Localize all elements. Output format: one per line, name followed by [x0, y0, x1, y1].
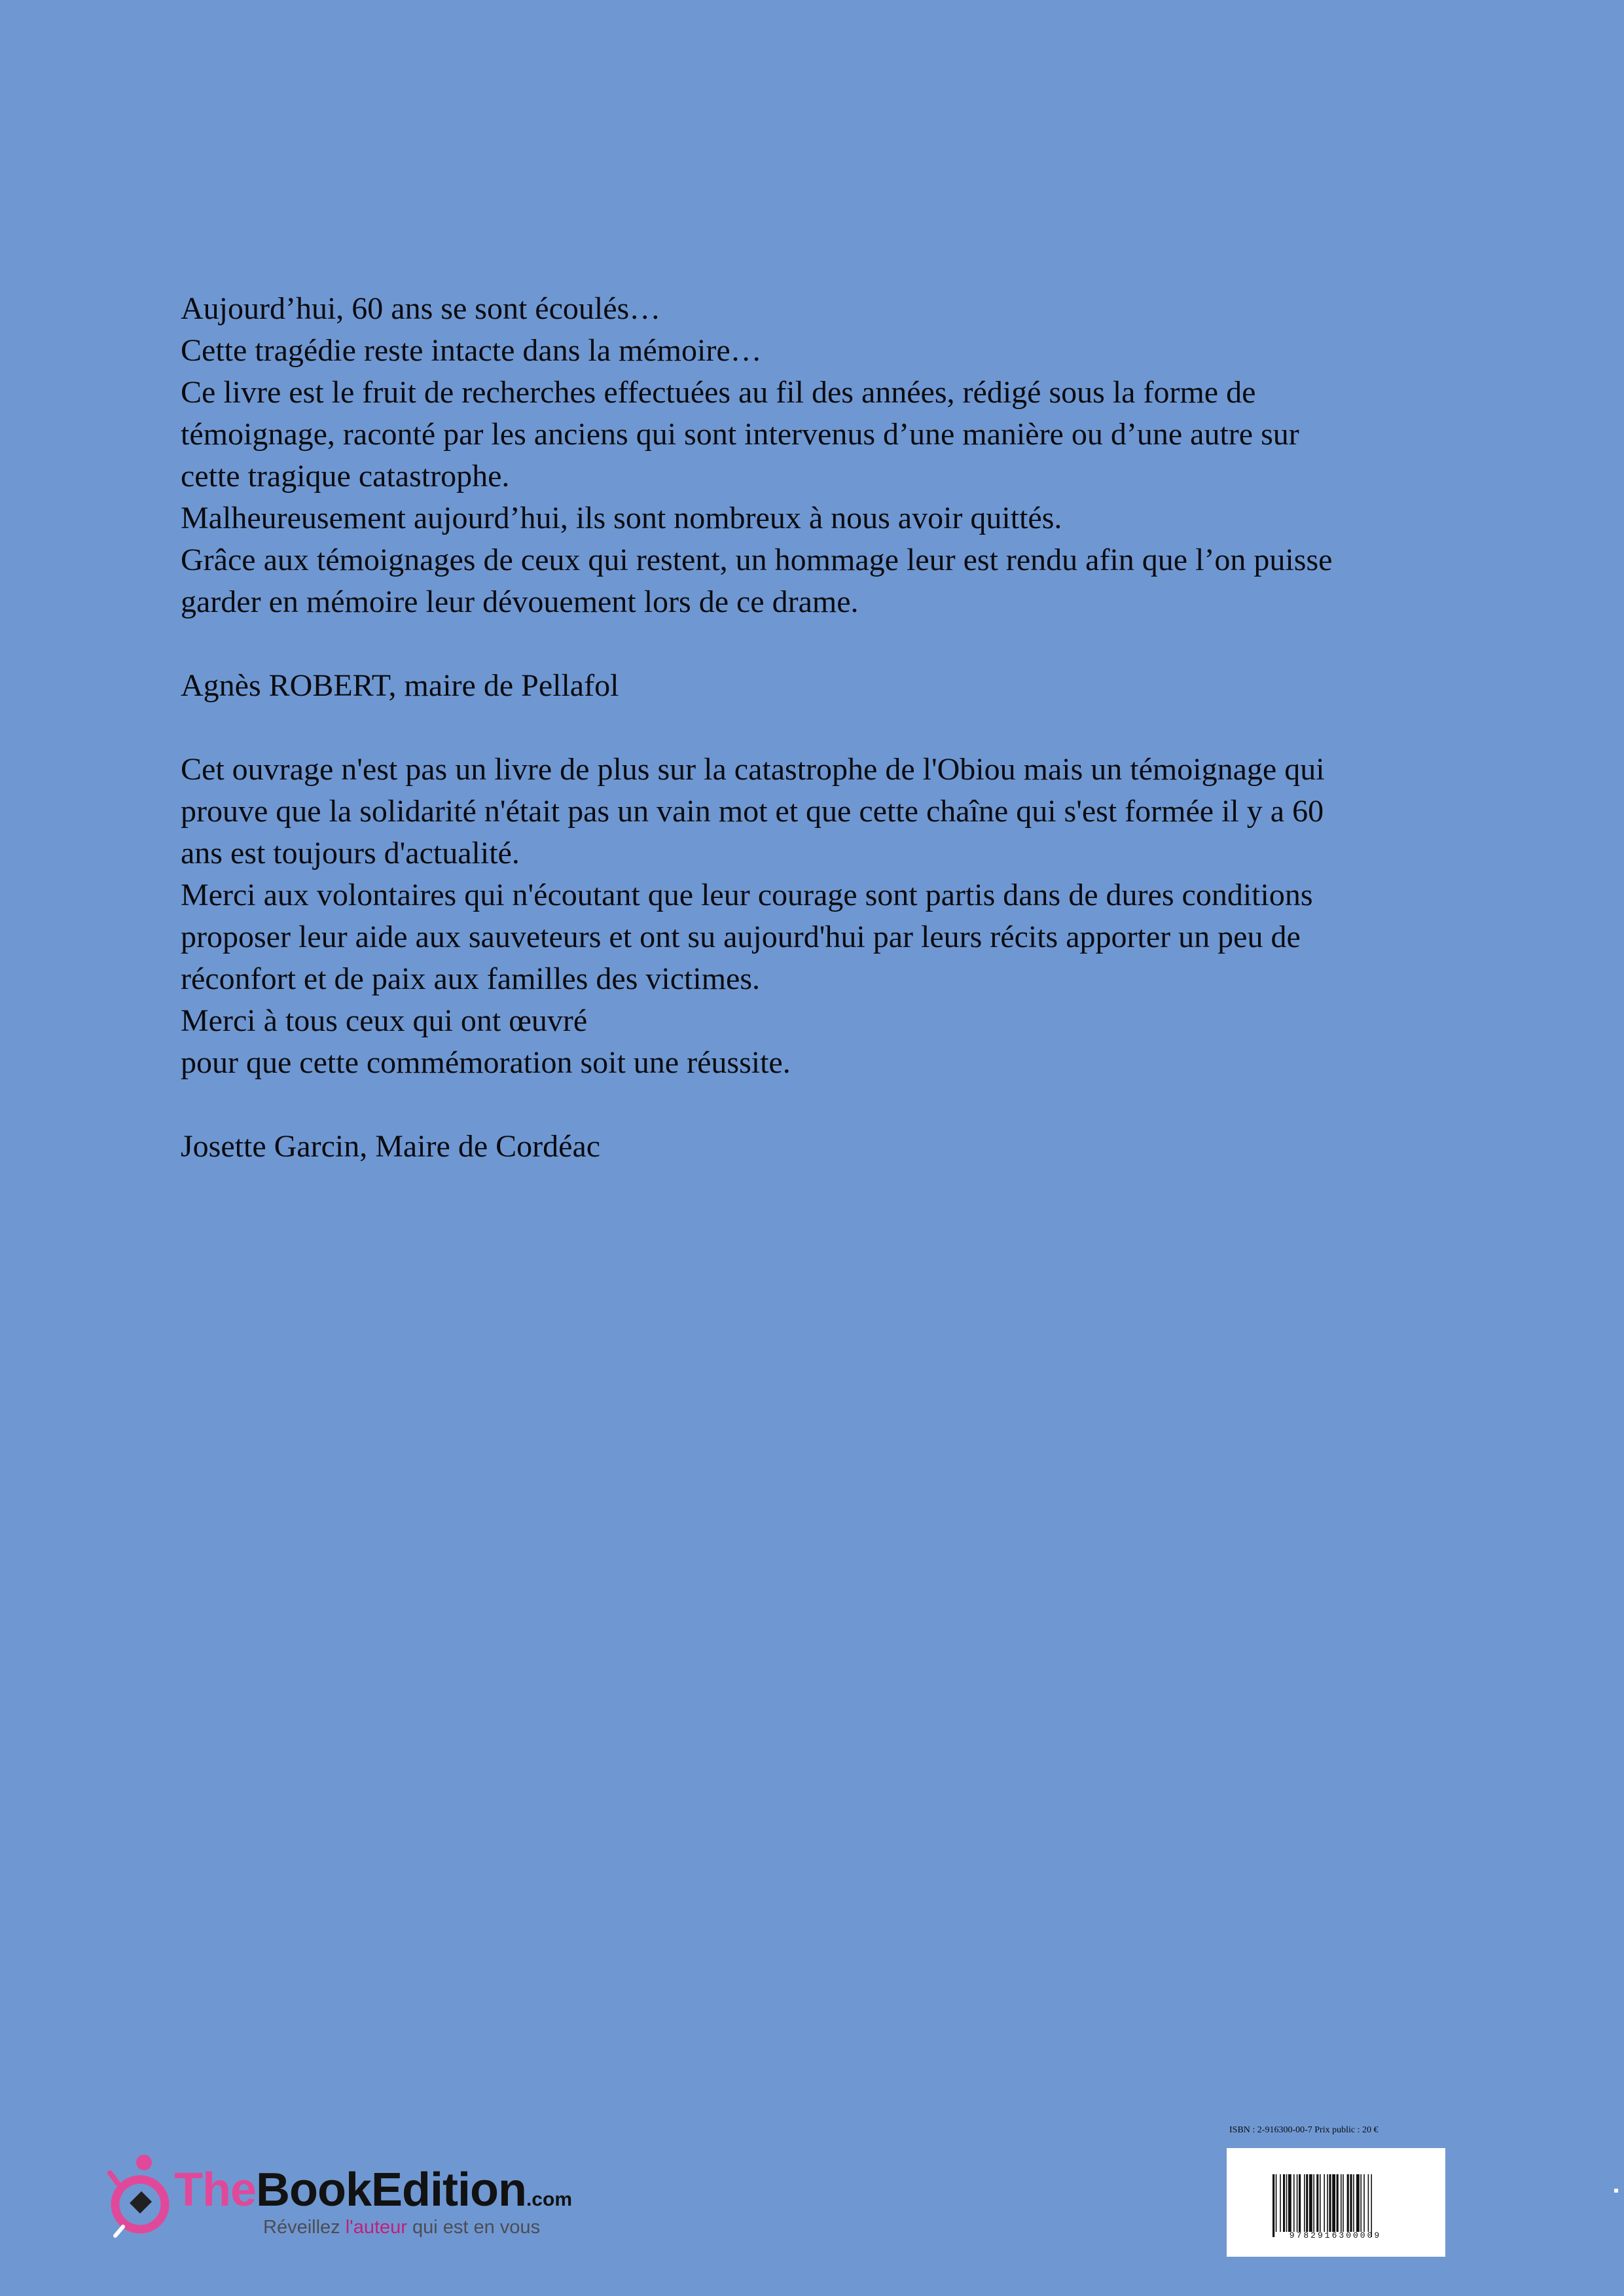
barcode-bar — [1371, 2174, 1372, 2237]
barcode-bar — [1363, 2174, 1365, 2232]
barcode-bar — [1304, 2174, 1305, 2232]
logo-tagline: Réveillez l'auteur qui est en vous — [263, 2217, 541, 2238]
paragraph-gap — [181, 1084, 1320, 1126]
text-line: Cette tragédie reste intacte dans la mémoire… — [181, 333, 762, 368]
barcode-bar — [1272, 2174, 1274, 2237]
text-line: pour que cette commémoration soit une réussite. — [181, 1045, 791, 1080]
text-line: Ce livre est le fruit de recherches effectuées au fil des années, rédigé sous la forme de — [181, 375, 1256, 410]
text-line: Cet ouvrage n'est pas un livre de plus sur la catastrophe de l'Obiou mais un témoignage qui — [181, 752, 1325, 787]
barcode-bar — [1360, 2174, 1362, 2232]
barcode-bar — [1353, 2174, 1354, 2232]
barcode-bars — [1227, 2148, 1445, 2257]
logo-wordmark: TheBookEdition.com — [174, 2164, 572, 2216]
barcode-bar — [1297, 2174, 1298, 2232]
barcode-bar — [1313, 2174, 1314, 2232]
barcode-bar — [1343, 2174, 1344, 2232]
barcode-bar — [1329, 2174, 1331, 2232]
barcode-bar — [1306, 2174, 1308, 2232]
text-line: Aujourd’hui, 60 ans se sont écoulés… — [181, 291, 661, 326]
barcode-bar — [1320, 2174, 1321, 2232]
signature-cordeac: Josette Garcin, Maire de Cordéac — [181, 1129, 601, 1164]
barcode-bar — [1356, 2174, 1360, 2232]
barcode-bar — [1347, 2174, 1349, 2232]
text-line: témoignage, raconté par les anciens qui sont intervenus d’une manière ou d’une autre sur — [181, 417, 1299, 452]
author-emblem-icon — [103, 2153, 175, 2240]
text-line: réconfort et de paix aux familles des victimes. — [181, 961, 761, 996]
text-line: prouve que la solidarité n'était pas un vain mot et que cette chaîne qui s'est formée il y a 60 — [181, 794, 1324, 829]
barcode-bar — [1327, 2174, 1328, 2232]
signature-pellafol: Agnès ROBERT, maire de Pellafol — [181, 668, 619, 703]
thebookedition-logo — [98, 2148, 609, 2246]
barcode-bar — [1288, 2174, 1291, 2232]
barcode-bar — [1324, 2174, 1325, 2232]
isbn-price-line: ISBN : 2-916300-00-7 Prix public : 20 € — [1229, 2125, 1379, 2135]
barcode-digits: 9782916300009 — [1289, 2231, 1382, 2240]
trim-mark — [1614, 2189, 1618, 2193]
text-line: proposer leur aide aux sauveteurs et ont su aujourd'hui par leurs récits apporter un peu de — [181, 920, 1301, 954]
barcode-bar — [1276, 2174, 1277, 2232]
text-line: cette tragique catastrophe. — [181, 459, 510, 493]
barcode-bar — [1293, 2174, 1295, 2232]
barcode-bar — [1280, 2174, 1281, 2232]
barcode-bar — [1341, 2174, 1342, 2232]
text-line: Merci à tous ceux qui ont œuvré — [181, 1003, 588, 1038]
barcode-bar — [1337, 2174, 1339, 2232]
barcode-bar — [1299, 2174, 1301, 2232]
text-line: Merci aux volontaires qui n'écoutant que leur courage sont partis dans de dures conditions — [181, 878, 1313, 912]
back-cover-text — [181, 288, 1333, 1168]
barcode — [1227, 2148, 1445, 2257]
paragraph-gap — [181, 623, 1320, 665]
barcode-bar — [1309, 2174, 1312, 2232]
text-line: ans est toujours d'actualité. — [181, 836, 520, 870]
barcode-bar — [1350, 2174, 1352, 2232]
text-line: Grâce aux témoignages de ceux qui restent, un hommage leur est rendu afin que l’on puisse — [181, 543, 1333, 577]
paragraph-gap — [181, 707, 1320, 749]
barcode-bar — [1316, 2174, 1318, 2232]
barcode-bar — [1368, 2174, 1369, 2232]
text-line: Malheureusement aujourd’hui, ils sont nombreux à nous avoir quittés. — [181, 501, 1062, 535]
barcode-bar — [1283, 2174, 1285, 2232]
barcode-bar — [1286, 2174, 1288, 2232]
text-line: garder en mémoire leur dévouement lors de ce drame. — [181, 584, 859, 619]
barcode-bar — [1332, 2174, 1335, 2232]
